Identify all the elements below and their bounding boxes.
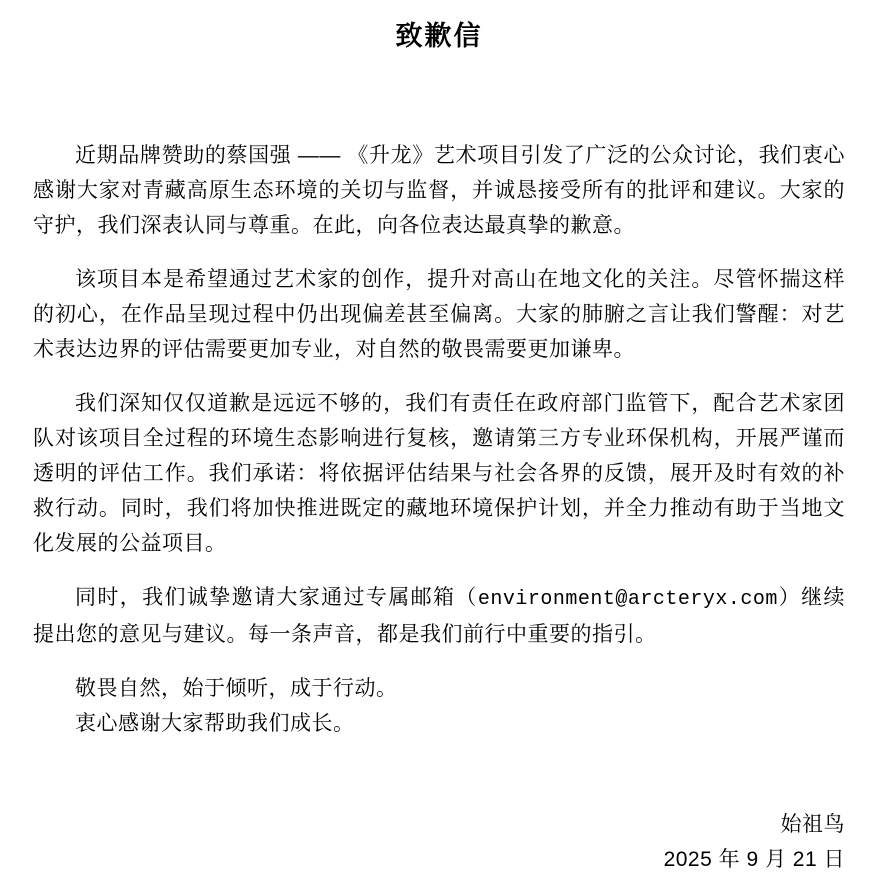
- email-address: environment@arcteryx.com: [477, 588, 778, 611]
- letter-title: 致歉信: [395, 21, 483, 51]
- letter-body: [33, 138, 845, 877]
- signature: 始祖鸟: [780, 813, 845, 836]
- closing-line-1: 敬畏自然，始于倾听，成于行动。: [75, 677, 398, 700]
- closing-line-2: 衷心感谢大家帮助我们成长。: [75, 712, 355, 735]
- invitation-text-before-email: 同时，我们诚挚邀请大家通过专属邮箱（: [75, 586, 478, 609]
- letter-paragraph-2: 该项目本是希望通过艺术家的创作，提升对高山在地文化的关注。尽管怀揣这样的初心，在作品呈现过程中仍出现偏差甚至偏离。大家的肺腑之言让我们警醒：对艺术表达边界的评估需要更加专业，对自然的敬畏需要更加谦卑。: [33, 268, 845, 361]
- date: 2025 年 9 月 21 日: [663, 848, 845, 871]
- invitation-text-after-email: ）继续提出您的意见与建议。每一条声音，都是我们前行中重要的指引。: [33, 586, 846, 646]
- letter-paragraph-3: 我们深知仅仅道歉是远远不够的，我们有责任在政府部门监管下，配合艺术家团队对该项目全过程的环境生态影响进行复核，邀请第三方专业环保机构，开展严谨而透明的评估工作。我们承诺：将依据评估结果与社会各界的反馈，展开及时有效的补救行动。同时，我们将加快推进既定的藏地环境保护计划，并全力推动有助于当地文化发展的公益项目。: [33, 392, 845, 555]
- signature-block: [33, 807, 845, 877]
- letter-paragraph-1: 近期品牌赞助的蔡国强 —— 《升龙》艺术项目引发了广泛的公众讨论，我们衷心感谢大家对青藏高原生态环境的关切与监督，并诚恳接受所有的批评和建议。大家的守护，我们深表认同与尊重。在此，向各位表达最真挚的歉意。: [33, 144, 845, 237]
- letter-paragraph-4: [33, 580, 845, 652]
- closing-block: [33, 671, 845, 741]
